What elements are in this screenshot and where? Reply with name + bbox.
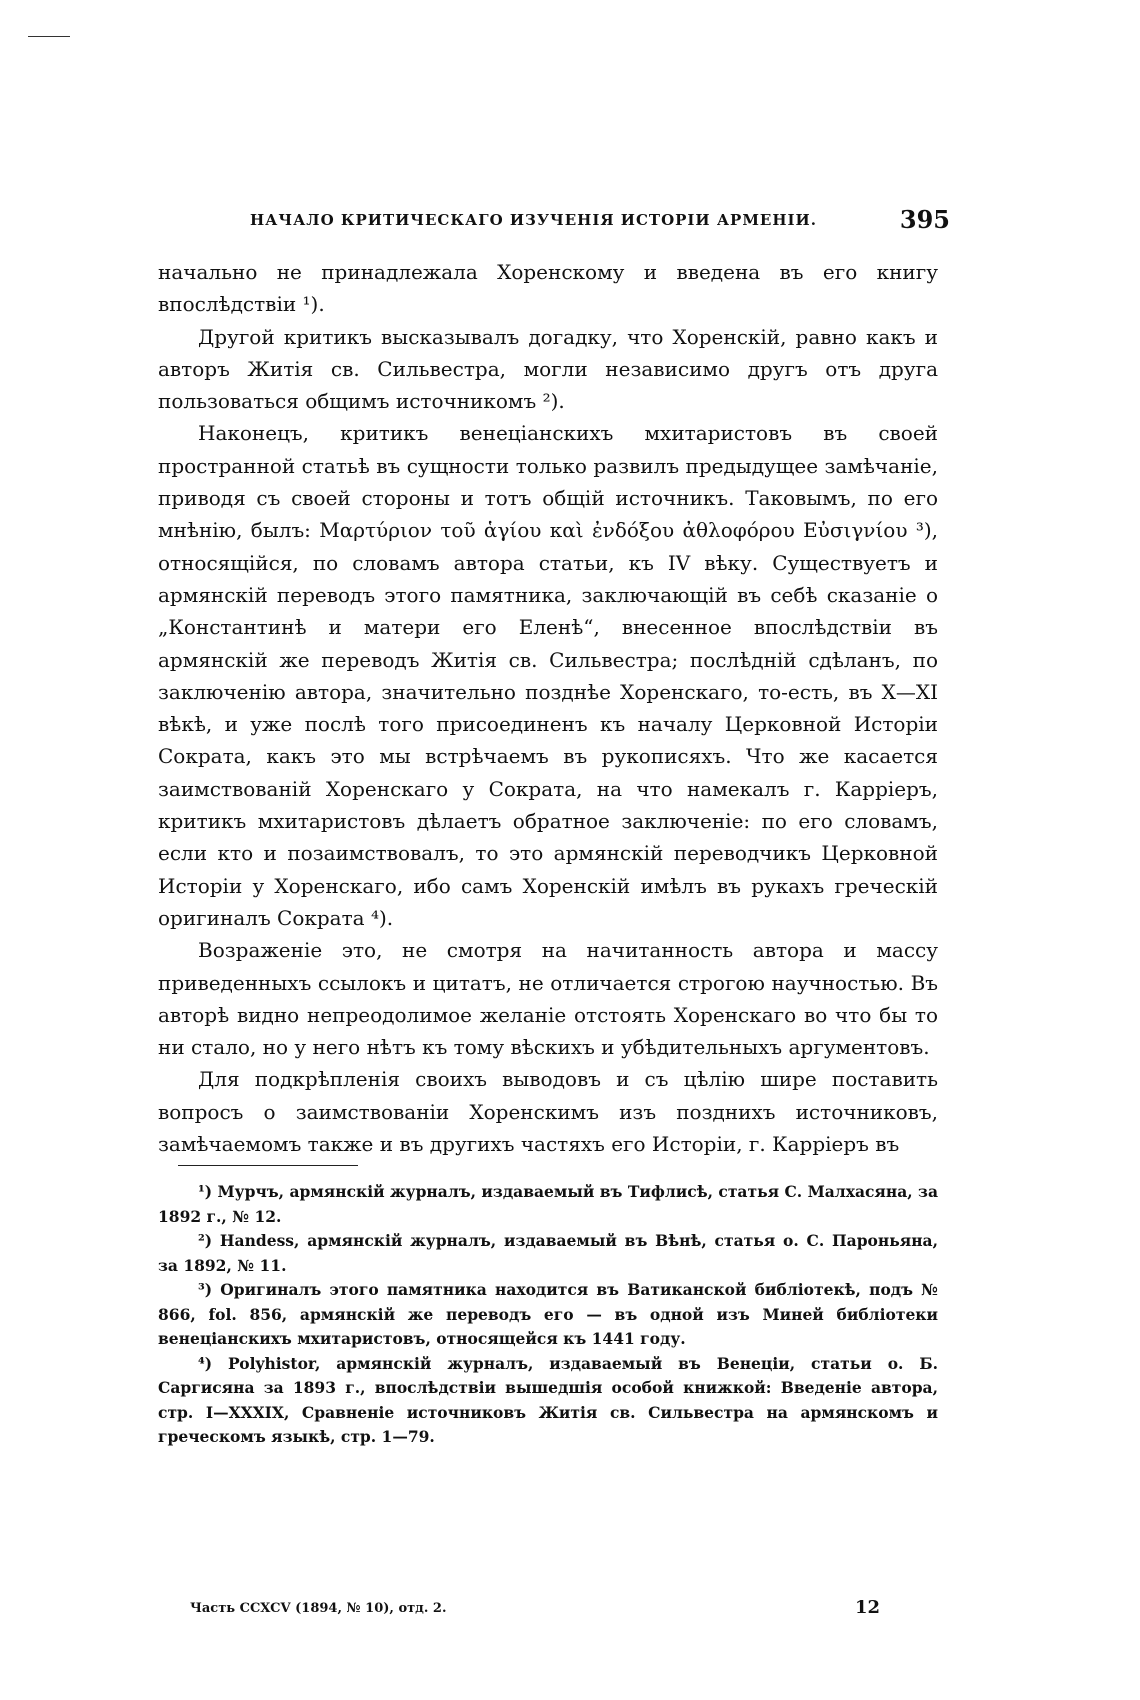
paragraph: Наконецъ, критикъ венеціанскихъ мхитаристовъ въ своей пространной статьѣ въ сущности только развилъ предыдущее замѣчаніе, приводя съ своей стороны и тотъ общій источникъ. Таковымъ, по его мнѣнію, былъ: Μαρτύριον τοῦ ἁγίου καὶ ἐνδόξου ἀθλοφόρου Εὐσιγνίου ³), относящійся, по словамъ автора статьи, къ IV вѣку. Существуетъ и армянскій переводъ этого памятника, заключающій въ себѣ сказаніе о „Константинѣ и матери его Еленѣ“, внесенное впослѣдствіи въ армянскій же переводъ Житія св. Сильвестра; послѣдній сдѣланъ, по заключенію автора, значительно позднѣе Хоренскаго, то-есть, въ X—XI вѣкѣ, и уже послѣ того присоединенъ къ началу Церковной Исторіи Сократа, какъ это мы встрѣчаемъ въ рукописяхъ. Что же касается заимствованій Хоренскаго у Сократа, на что намекалъ г. Карріеръ, критикъ мхитаристовъ дѣлаетъ обратное заключеніе: по его словамъ, если кто и позаимствовалъ, то это армянскій переводчикъ Церковной Исторіи у Хоренскаго, ибо самъ Хоренскій имѣлъ въ рукахъ греческій оригиналъ Сократа ⁴). <box>158 421 938 930</box>
paragraph: Для подкрѣпленія своихъ выводовъ и съ цѣлію шире поставить вопросъ о заимствованіи Хоренскимъ изъ позднихъ источниковъ, замѣчаемомъ также и въ другихъ частяхъ его Исторіи, г. Карріеръ въ <box>158 1067 938 1157</box>
page-footer <box>190 1597 880 1621</box>
page-number: 395 <box>899 205 950 234</box>
sheet-number: 12 <box>854 1597 880 1618</box>
main-text <box>158 256 938 1160</box>
paragraph: Возраженіе это, не смотря на начитанность автора и массу приведенныхъ ссылокъ и цитатъ, не отличается строгою научностью. Въ авторѣ видно непреодолимое желаніе отстоять Хоренскаго во что бы то ни стало, но у него нѣтъ къ тому вѣскихъ и убѣдительныхъ аргументовъ. <box>158 938 938 1060</box>
signature-line: Часть CCXCV (1894, № 10), отд. 2. <box>190 1601 447 1616</box>
running-header <box>250 205 950 237</box>
running-title: НАЧАЛО КРИТИЧЕСКАГО ИЗУЧЕНІЯ ИСТОРІИ АРМЕНІИ. <box>250 211 817 229</box>
footnote: ¹) Мурчъ, армянскій журналъ, издаваемый въ Тифлисѣ, статья С. Малхасяна, за 1892 г., № 12. <box>158 1182 938 1226</box>
footnote-divider <box>178 1165 358 1166</box>
paragraph: Другой критикъ высказывалъ догадку, что Хоренскій, равно какъ и авторъ Житія св. Сильвестра, могли независимо другъ отъ друга пользоваться общимъ источникомъ ²). <box>158 324 938 414</box>
footnote: ³) Оригиналъ этого памятника находится въ Ватиканской библіотекѣ, подъ № 866, fol. 856, армянскій же переводъ его — въ одной изъ Миней библіотеки венеціанскихъ мхитаристовъ, относящейся къ 1441 году. <box>158 1280 938 1348</box>
footnote: ²) Handess, армянскій журналъ, издаваемый въ Вѣнѣ, статья о. С. Пароньяна, за 1892, № 11. <box>158 1231 938 1275</box>
paragraph-continuation: начально не принадлежала Хоренскому и введена въ его книгу впослѣдствіи ¹). <box>158 260 938 317</box>
footnote: ⁴) Polyhistor, армянскій журналъ, издаваемый въ Венеціи, статьи о. Б. Саргисяна за 1893 г., впослѣдствіи вышедшія особой книжкой: Введеніе автора, стр. I—XXXIX, Сравненіе источниковъ Житія св. Сильвестра на армянскомъ и греческомъ языкѣ, стр. 1—79. <box>158 1353 938 1446</box>
footnotes <box>158 1180 938 1450</box>
